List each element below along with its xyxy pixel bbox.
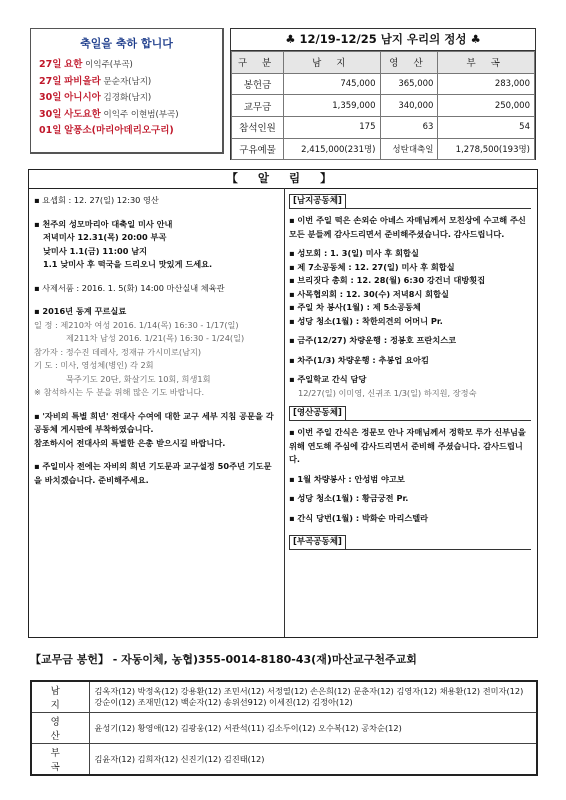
roster-names: 윤성기(12) 황영애(12) 김광웅(12) 서관석(11) 김소두이(12) 오수복(12) 공차순(12) xyxy=(89,713,537,744)
notice-item: ▪ 1월 차량봉사 : 안성범 야고보 xyxy=(289,473,405,484)
table-row xyxy=(31,744,537,776)
notice-right-column xyxy=(289,194,531,555)
tithe-account-info: 【교무금 봉헌】 - 자동이체, 농협)355-0014-8180-43(재)마산교구천주교회 xyxy=(30,653,417,666)
notice-item: ▪ 차주(1/3) 차량운행 : 추봉업 요아킴 xyxy=(289,354,429,365)
offering-title: ♣ 12/19-12/25 남지 우리의 정성 ♣ xyxy=(231,29,535,51)
table-row xyxy=(31,713,537,744)
feast-item: 01일 알퐁소(마리아데리오구리) xyxy=(39,125,174,136)
notice-item: ▪ 이번 주일 떡은 손외순 아녜스 자매님께서 모친상에 수고해 주신 모든 분들께 감사드리면서 준비해주셨습니다. 감사드립니다. xyxy=(289,215,526,239)
table-row xyxy=(232,117,535,139)
notice-item: ▪ 천주의 성모마리아 대축일 미사 안내 xyxy=(34,218,173,229)
table-cell: 1,359,000 xyxy=(284,95,381,117)
offering-box xyxy=(230,28,536,160)
column-divider xyxy=(284,188,285,637)
column-header: 구 분 xyxy=(232,52,284,74)
notice-item: ▪ 2016년 동계 꾸르실료 xyxy=(34,306,127,316)
feast-item: 30일 아니시아 김경화(남지) xyxy=(39,92,152,103)
notice-item: ▪ 주일 차 봉사(1월) : 제 5소공동체 xyxy=(289,302,421,312)
feast-title: 축일을 축하 합니다 xyxy=(80,37,173,50)
column-header: 부 곡 xyxy=(438,52,535,74)
roster-table xyxy=(30,680,538,776)
notice-item: 12/27(일) 이미영, 신귀조 1/3(일) 하지원, 장정숙 xyxy=(298,387,477,398)
notice-item: ▪ 주일학교 간식 담당 xyxy=(289,374,367,384)
table-cell: 283,000 xyxy=(438,73,535,95)
notice-title: 【 알 림 】 xyxy=(28,169,538,189)
row-label: 구유예물 xyxy=(232,138,284,160)
notice-item: 낮미사 1.1(금) 11:00 남지 xyxy=(43,245,148,256)
roster-names: 김윤자(12) 김희자(12) 신진기(12) 김진태(12) xyxy=(89,744,537,776)
table-header-row xyxy=(232,52,535,74)
notice-item: 1.1 낮미사 후 떡국을 드리오니 맛있게 드세요. xyxy=(43,259,213,269)
table-cell: 340,000 xyxy=(380,95,438,117)
notice-item: 참조하시어 전대사의 특별한 은총 받으시길 바랍니다. xyxy=(34,437,226,448)
offering-table xyxy=(231,51,535,160)
row-label: 영 산 xyxy=(31,713,89,744)
table-cell: 175 xyxy=(284,117,381,139)
tithe-roster xyxy=(30,680,538,773)
notice-item: ※ 참석하시는 두 분을 위해 많은 기도 바랍니다. xyxy=(34,387,205,397)
notice-item: ▪ 이번 주일 간식은 정문모 안나 자매님께서 정학모 루가 신부님을 위해 연도해 주심에 감사드리면서 준비해 주셨습니다. 감사드립니다. xyxy=(289,427,526,464)
table-cell: 63 xyxy=(380,117,438,139)
row-label: 남 지 xyxy=(31,681,89,713)
table-cell: 성탄대축일 xyxy=(380,138,438,160)
notice-item: 묵주기도 20단, 화살기도 10회, 희생1회 xyxy=(66,373,211,384)
notice-item: ▪ 사목협의회 : 12. 30(수) 저녁8시 회합실 xyxy=(289,288,449,299)
notice-item: 기 도 : 미사, 영성체(병인) 각 2회 xyxy=(34,360,154,370)
notice-left-column xyxy=(34,194,279,487)
notice-item: ▪ 성당 청소(1월) : 착한의견의 어머니 Pr. xyxy=(289,315,443,326)
table-cell: 54 xyxy=(438,117,535,139)
table-row xyxy=(232,95,535,117)
table-row xyxy=(232,73,535,95)
notice-item: ▪ 요셉회 : 12. 27(일) 12:30 영산 xyxy=(34,195,159,205)
section-header-bugok: [부곡공동체] xyxy=(289,535,531,550)
row-label: 봉헌금 xyxy=(232,73,284,95)
notice-item: ▪ 제 7소공동체 : 12. 27(일) 미사 후 회합실 xyxy=(289,261,455,272)
table-cell: 1,278,500(193명) xyxy=(438,138,535,160)
notice-item: ▪ 성당 청소(1월) : 황금궁전 Pr. xyxy=(289,493,409,503)
table-row xyxy=(232,138,535,160)
table-cell: 365,000 xyxy=(380,73,438,95)
row-label: 교무금 xyxy=(232,95,284,117)
section-header-namji: [남지공동체] xyxy=(289,194,531,209)
feast-item: 30일 사도요한 이익주 이현범(부곡) xyxy=(39,108,179,120)
notice-item: 저녁미사 12.31(목) 20:00 부곡 xyxy=(43,232,167,242)
column-header: 남 지 xyxy=(284,52,381,74)
notice-item: 일 정 : 제210차 여성 2016. 1/14(목) 16:30 - 1/17(일) xyxy=(34,319,239,330)
notice-item: ▪ '자비의 특별 희년' 전대사 수여에 대한 교구 세부 지침 공문을 각 공동체 게시판에 부착하였습니다. xyxy=(34,410,274,434)
notice-item: ▪ 간식 당번(1월) : 박화순 마리스텔라 xyxy=(289,512,429,523)
notice-item: ▪ 주일미사 전에는 자비의 희년 기도문과 교구설정 50주년 기도문을 바치겠습니다. 준비해주세요. xyxy=(34,461,272,485)
notice-item: 참가자 : 정수진 데레사, 정재규 가시미로(남지) xyxy=(34,346,202,357)
feast-item: 27일 요한 이익주(부곡) xyxy=(39,59,133,70)
table-row xyxy=(31,681,537,713)
notice-item: ▪ 금주(12/27) 차량운행 : 정봉호 프란치스코 xyxy=(289,335,457,345)
table-cell: 250,000 xyxy=(438,95,535,117)
feast-box xyxy=(30,28,224,154)
column-header: 영 산 xyxy=(380,52,438,74)
feast-item: 27일 파비올라 문순자(남지) xyxy=(39,75,152,87)
section-header-yeongsan: [영산공동체] xyxy=(289,406,531,421)
notice-item: 제211차 남성 2016. 1/21(목) 16:30 - 1/24(일) xyxy=(66,333,245,343)
notice-item: ▪ 성모회 : 1. 3(일) 미사 후 회합실 xyxy=(289,248,419,258)
table-cell: 2,415,000(231명) xyxy=(284,138,381,160)
notice-item: ▪ 사제서품 : 2016. 1. 5(화) 14:00 마산실내 체육관 xyxy=(34,282,225,293)
row-label: 부 곡 xyxy=(31,744,89,776)
notice-board xyxy=(28,188,538,638)
roster-names: 김옥자(12) 박정옥(12) 강용환(12) 조민서(12) 서정열(12) 손은희(12) 문춘자(12) 김영자(12) 채용환(12) 전미자(12) 강순이(12) 조재민(12) 백순자(12) 송위선912) 이세진(12) 김정아(12) xyxy=(89,681,537,713)
notice-item: ▪ 브리짓다 총회 : 12. 28(월) 6:30 강건너 대방횟집 xyxy=(289,275,486,285)
table-cell: 745,000 xyxy=(284,73,381,95)
row-label: 참석인원 xyxy=(232,117,284,139)
